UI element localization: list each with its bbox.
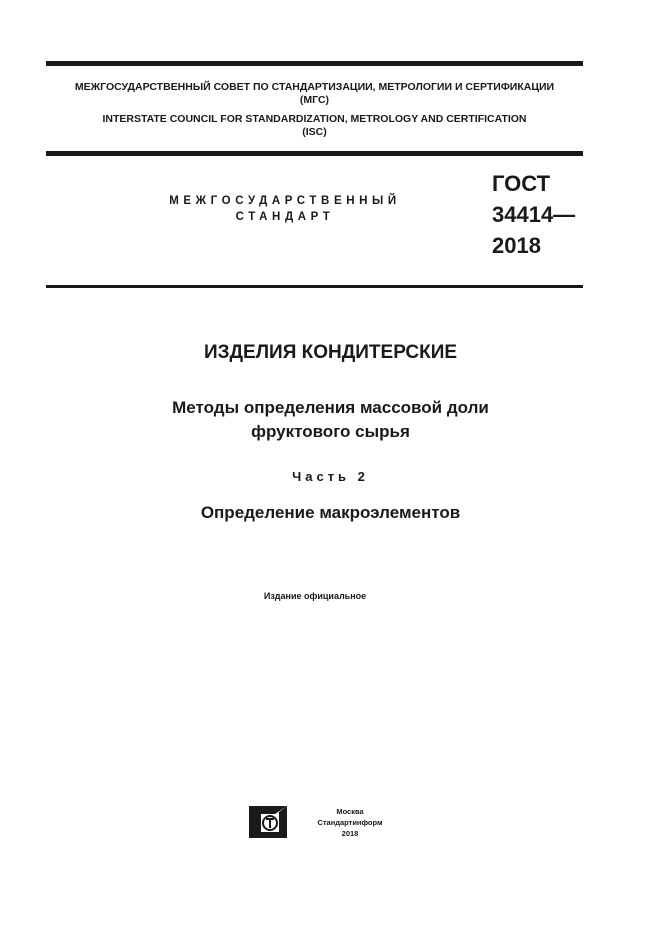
- standard-type: [140, 193, 430, 225]
- subtitle-line1: Методы определения массовой доли: [172, 398, 489, 417]
- standard-code: [492, 168, 575, 261]
- document-title: ИЗДЕЛИЯ КОНДИТЕРСКИЕ: [203, 342, 458, 363]
- standard-type-line2: СТАНДАРТ: [235, 211, 335, 223]
- subtitle-line2: фруктового сырья: [251, 422, 410, 441]
- council-ru-abbr: (МГС): [299, 94, 330, 106]
- publisher-name: Стандартинформ: [317, 818, 383, 827]
- edition-note: Издание официальное: [263, 591, 367, 601]
- standard-code-year: 2018: [492, 233, 541, 258]
- council-ru: [46, 81, 583, 107]
- council-en-abbr: (ISC): [302, 126, 327, 138]
- code-rule: [46, 285, 583, 288]
- header-rule: [46, 151, 583, 156]
- council-en: [46, 113, 583, 139]
- standard-type-line1: МЕЖГОСУДАРСТВЕННЫЙ: [169, 195, 401, 207]
- part-title: Определение макроэлементов: [200, 503, 461, 522]
- standard-code-number: 34414—: [492, 202, 576, 227]
- publisher-year: 2018: [341, 829, 359, 838]
- part-number: Часть 2: [292, 469, 369, 484]
- publisher: [310, 806, 390, 839]
- document-subtitle: [0, 396, 661, 444]
- standartinform-logo-icon: [249, 806, 287, 838]
- council-en-name: INTERSTATE COUNCIL FOR STANDARDIZATION, METROLOGY AND CERTIFICATION: [102, 113, 527, 125]
- council-ru-name: МЕЖГОСУДАРСТВЕННЫЙ СОВЕТ ПО СТАНДАРТИЗАЦИИ, МЕТРОЛОГИИ И СЕРТИФИКАЦИИ: [74, 81, 555, 93]
- publisher-city: Москва: [336, 807, 364, 816]
- standard-code-prefix: ГОСТ: [492, 171, 551, 196]
- top-rule: [46, 61, 583, 66]
